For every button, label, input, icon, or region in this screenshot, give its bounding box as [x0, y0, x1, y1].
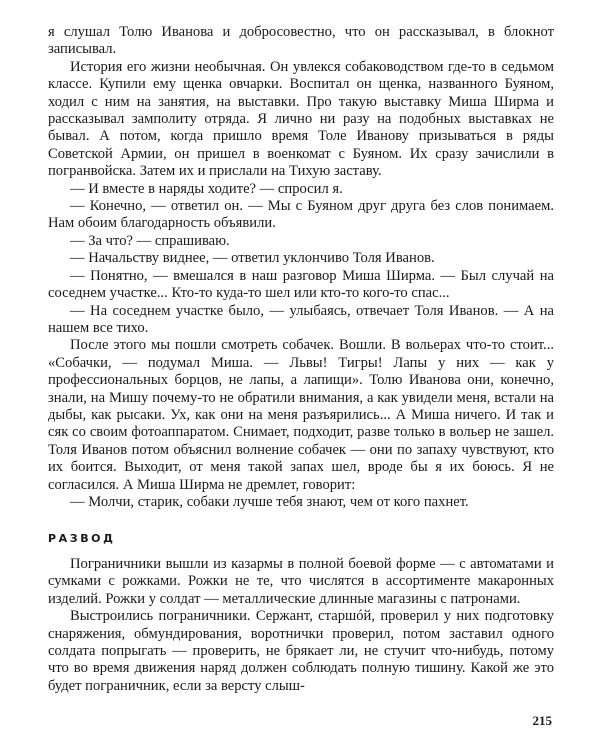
dialogue-line: — И вместе в наряды ходите? — спросил я.	[70, 180, 343, 197]
dialogue-line: — Начальству виднее, — ответил уклончиво Толя Иванов.	[70, 250, 435, 267]
bottom-text-block	[48, 556, 554, 695]
dialogue-line: — На соседнем участке было, — улыбаясь, отвечает Толя Иванов. — А на нашем все тихо.	[48, 302, 554, 336]
paragraph: я слушал Толю Иванова и добросовестно, что он рассказывал, в блокнот записывал.	[48, 24, 554, 58]
page-number: 215	[532, 713, 552, 728]
dialogue-line: — За что? — спрашиваю.	[70, 232, 230, 249]
dialogue-line: — Понятно, — вмешался в наш разговор Миша Ширма. — Был случай на соседнем участке... Кто-то куда-то шел или кто-то кого-то спас...	[48, 267, 554, 302]
section-heading: РАЗВОД	[48, 532, 116, 545]
paragraph: После этого мы пошли смотреть собачек. Вошли. В вольерах что-то стоит... «Собачки, — подумал Миша. — Львы! Тигры! Лапы у них — как у профессиональных борцов, не лапы, а лапищи». Толю Иванова они, конечно, знали, на Мишу почему-то не обратили внимания, а как увидели меня, встали на дыбы, как рысаки. Ух, как они на меня разъярились... А Миша ничего. И так и сяк со своим фотоаппаратом. Снимает, подходит, разве только в вольер не зашел. Толя Иванов потом объяснил волнение собачек — они по запаху чувствуют, кто их боится. Выходит, от меня такой запах шел, вроде бы я их боюсь. Я не согласился. А Миша Ширма не дремлет, говорит:	[48, 337, 554, 493]
dialogue-line: — Молчи, старик, собаки лучше тебя знают, чем от кого пахнет.	[70, 493, 469, 510]
top-text-block	[48, 24, 554, 511]
paragraph: История его жизни необычная. Он увлекся собаководством где-то в седьмом классе. Купили ему щенка овчарки. Воспитал он щенка, названного Буяном, ходил с ним на занятия, на выставки. Про такую выставку Миша Ширма и рассказывал замполиту отряда. Я лично ни разу на подобных выставках не бывал. А потом, когда пришло время Толе Иванову призываться в ряды Советской Армии, он пришел в военкомат с Буяном. Их сразу зачислили в погранвойска. Затем их и прислали на Тихую заставу.	[48, 58, 554, 180]
paragraph: Пограничники вышли из казармы в полной боевой форме — с автоматами и сумками с рожками. Рожки не те, что числятся в ассортименте макаронных изделий. Рожки у солдат — металлические длинные магазины с патронами.	[48, 556, 554, 607]
paragraph: Выстроились пограничники. Сержант, старшóй, проверил у них подготовку снаряжения, обмундирования, воротнички проверил, потом заставил одного солдата попрыгать — проверить, не брякает ли, не стучит что-нибудь, потому что во время движения наряд должен соблюдать полную тишину. Какой же это будет пограничник, если за версту слыш-	[48, 608, 554, 694]
dialogue-line: — Конечно, — ответил он. — Мы с Буяном друг друга без слов понимаем. Нам обоим благодарность объявили.	[48, 198, 554, 232]
